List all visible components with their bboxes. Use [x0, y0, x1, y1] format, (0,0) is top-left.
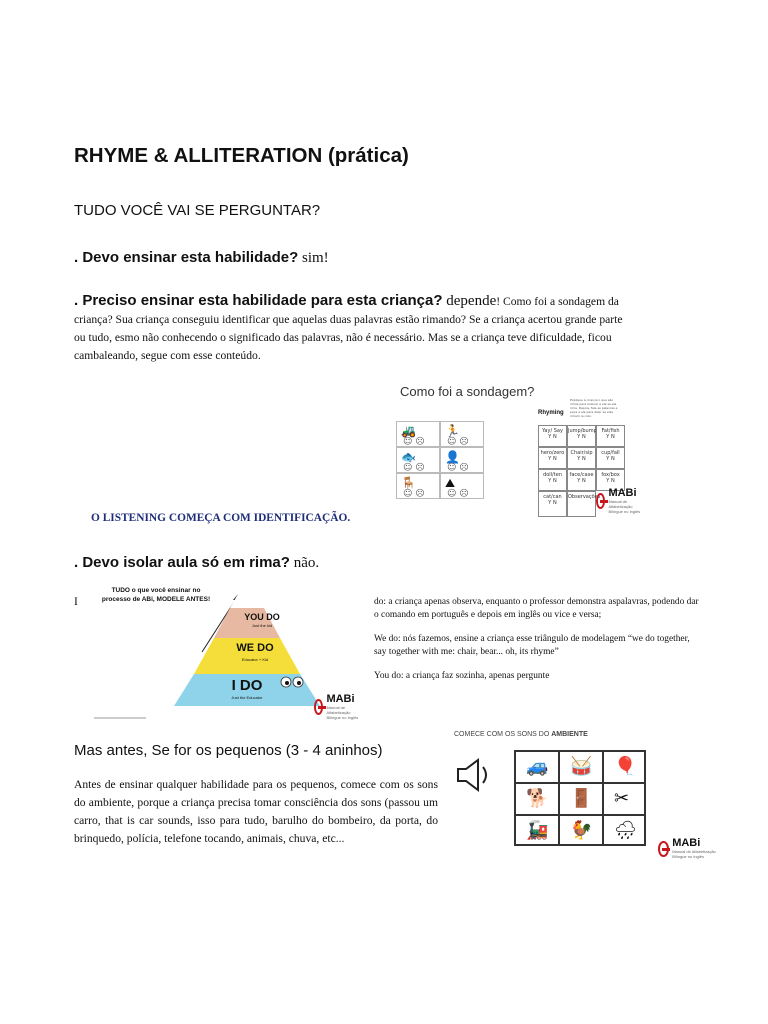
train-icon: 🚂 — [526, 820, 549, 840]
sounds-image — [448, 724, 718, 864]
question-2-text: . Preciso ensinar esta habilidade para esta criança? — [74, 292, 443, 309]
scissors-icon: ✂ — [614, 788, 630, 808]
rain-icon: 🌧 — [614, 820, 637, 840]
mabi-logo: MABi Manual de Alfabetização Bilíngue no Inglês — [658, 838, 718, 859]
drum-icon: 🥁 — [570, 756, 593, 776]
mabi-logo: MABi Manual de Alfabetização Bilíngue no Inglês — [314, 694, 361, 720]
modeling-i-do: do: a criança apenas observa, enquanto o professor demonstra aspalavras, podendo dar o comando em português e depois em inglês ou vice e versa; — [374, 597, 699, 620]
modeling-you-do: You do: a criança faz sozinha, apenas pergunte — [374, 671, 550, 681]
question-3-answer: não. — [289, 555, 320, 571]
sondagem-image — [392, 376, 641, 526]
question-3-text: Devo isolar aula só em rima? — [82, 554, 290, 571]
car-icon: 🚙 — [526, 756, 549, 776]
question-3 — [74, 554, 319, 572]
i-do-label: I DO — [231, 677, 263, 694]
you-do-label: YOU DO — [244, 612, 280, 622]
rhyming-note: Explique à criança o que são rimas para ensinar a ela se ela rima. Depois, fale as palavras e peça a ela para dizer se elas rimam ou não. — [570, 398, 618, 418]
pyramid-image — [90, 578, 359, 722]
chicken-icon: 🐓 — [570, 820, 593, 840]
speaker-icon — [456, 758, 492, 792]
question-2-paragraph — [74, 292, 634, 365]
pyramid-heading: TUDO o que você ensinar no processo de ABi, MODELE ANTES! — [101, 587, 211, 603]
sondagem-heading: Como foi a sondagem? — [400, 384, 535, 399]
subtitle: TUDO VOCÊ VAI SE PERGUNTAR? — [74, 202, 321, 219]
rhyming-label: Rhyming — [538, 410, 564, 416]
rhyming-table: Rhyming Explique à criança o que são rimas para ensinar a ela se ela rima. Depois, fale as palavras e peça a ela para dizer se elas rimam ou não. Yay/ Say Y N Jump/bump Y N Fat/fish Y N hero/zero Y N Chair/sip Y N cup/fall Y N doll/ten Y N face/case Y N fox/box Y N cat/can Y N Observações — [538, 398, 624, 523]
we-do-sub: Educator + Kid — [241, 657, 269, 662]
modeling-we-do: We do: nós fazemos, ensine a criança esse triângulo de modelagem “we do together, say together with me: chair, bear... oh, its rhyme” — [374, 634, 690, 657]
balloon-icon: 🎈 — [614, 756, 637, 776]
question-1 — [74, 249, 329, 267]
you-do-sub: Just the kid — [251, 623, 273, 628]
modeling-notes — [374, 596, 704, 683]
sounds-heading: COMECE COM OS SONS DO AMBIENTE — [454, 731, 588, 738]
we-do-label: WE DO — [236, 642, 274, 654]
listening-caption: O LISTENING COMEÇA COM IDENTIFICAÇÃO. — [91, 512, 351, 524]
bullet: . — [74, 249, 83, 266]
question-2-answer-lead: depende — [442, 293, 497, 309]
question-1-answer: sim! — [298, 250, 329, 266]
i-do-sub: Just the Educator — [231, 695, 263, 700]
picture-grid: 🚜 ☺ ☹ 🏃 ☺ ☹ 🐟 ☺ ☹ 👤 ☺ ☹ 🪑 ☺ ☹ ⛰ ☺ ☹ — [396, 421, 484, 499]
sounds-grid — [514, 750, 646, 846]
page-title: RHYME & ALLITERATION (prática) — [74, 144, 409, 167]
mabi-logo: MABi Manual de Alfabetização Bilíngue no Inglês — [596, 488, 643, 514]
small-kids-heading: Mas antes, Se for os pequenos (3 - 4 aninhos) — [74, 742, 383, 759]
question-1-text: Devo ensinar esta habilidade? — [82, 249, 299, 266]
small-kids-paragraph: Antes de ensinar qualquer habilidade para os pequenos, comece com os sons do ambiente, porque a criança precisa tomar consciência dos sons (passou um carro, that is car sounds, isso para tudo, barulho do bombeiro, da porta, do brinquedo, polícia, telefone tocando, animais, chuva, etc... — [74, 778, 438, 845]
bullet: . — [74, 554, 83, 571]
question-2-answer-rest: ! Como foi a sondagem da criança? Sua criança conseguiu identificar que aquelas duas palavras estão rimando? Se a criança acertou grande parte ou tudo, esmo não conhecendo o significado das palavras, não é necessário. Mas se a criança teve dificuldade, ficou cambaleando, segue com esse conteúdo. — [74, 295, 623, 362]
door-icon: 🚪 — [570, 788, 593, 808]
modeling-initial: I — [74, 595, 78, 608]
dog-icon: 🐕 — [526, 788, 549, 808]
